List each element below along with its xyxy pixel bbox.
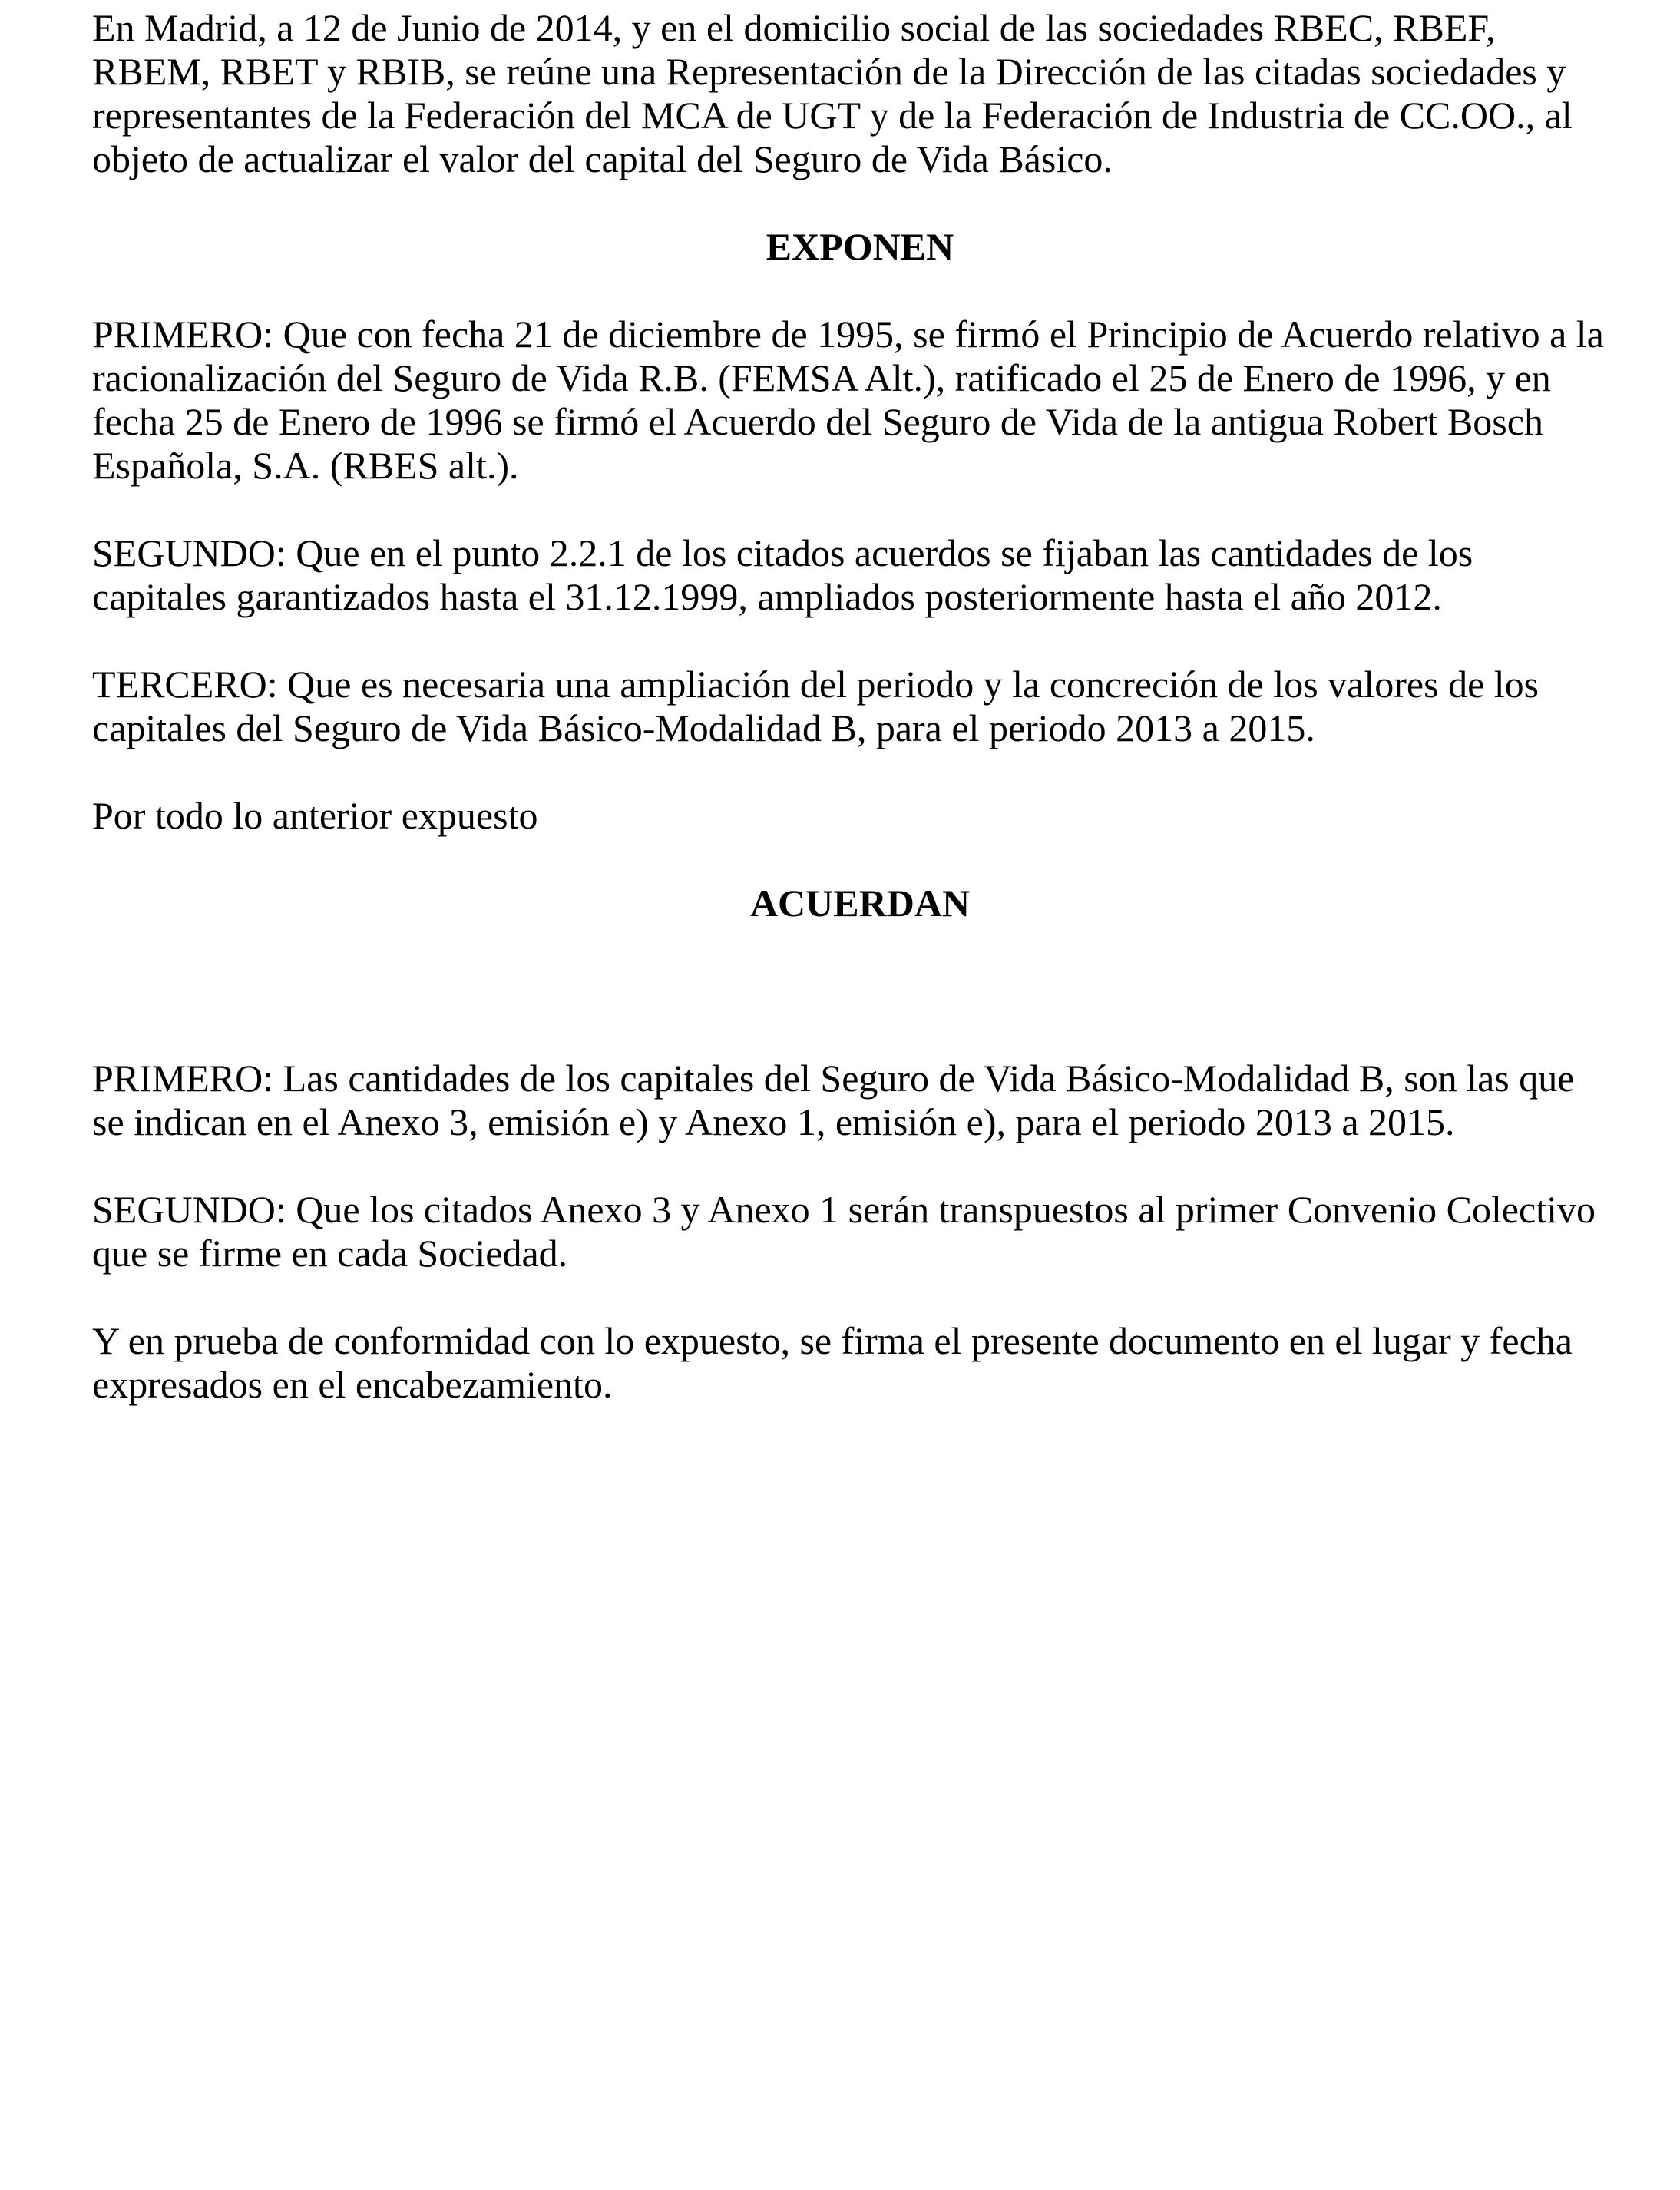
paragraph-gap	[92, 488, 1628, 531]
paragraph-gap	[92, 1144, 1628, 1188]
final-paragraph	[92, 1319, 1628, 1407]
paragraph-gap	[92, 619, 1628, 663]
exponen-segundo-paragraph	[92, 531, 1628, 619]
exponen-primero-paragraph	[92, 313, 1628, 488]
paragraph-gap	[92, 269, 1628, 313]
paragraph-gap	[92, 1275, 1628, 1319]
intro-paragraph	[92, 6, 1628, 181]
text-line: PRIMERO: Las cantidades de los capitales del Seguro de Vida Básico-Modalidad B, son las que	[92, 1057, 1575, 1100]
text-line: SEGUNDO: Que los citados Anexo 3 y Anexo 1 serán transpuestos al primer Convenio Colectivo	[92, 1188, 1596, 1231]
text-line: racionalización del Seguro de Vida R.B. (FEMSA Alt.), ratificado el 25 de Enero de 1996, y en	[92, 356, 1551, 399]
text-line: que se firme en cada Sociedad.	[92, 1232, 568, 1275]
text-line: TERCERO: Que es necesaria una ampliación del periodo y la concreción de los valores de los	[92, 663, 1539, 706]
text-line: objeto de actualizar el valor del capital del Seguro de Vida Básico.	[92, 137, 1113, 180]
text-line: capitales garantizados hasta el 31.12.1999, ampliados posteriormente hasta el año 2012.	[92, 575, 1442, 618]
text-line: Española, S.A. (RBES alt.).	[92, 444, 519, 487]
paragraph-gap	[92, 750, 1628, 794]
acuerdan-primero-paragraph	[92, 1057, 1628, 1144]
text-line: PRIMERO: Que con fecha 21 de diciembre de 1995, se firmó el Principio de Acuerdo relativo a la	[92, 313, 1604, 356]
exponen-closing-line: Por todo lo anterior expuesto	[92, 794, 538, 837]
text-line: RBEM, RBET y RBIB, se reúne una Representación de la Dirección de las citadas sociedades y	[92, 50, 1566, 93]
text-line: fecha 25 de Enero de 1996 se firmó el Acuerdo del Seguro de Vida de la antigua Robert Bosch	[92, 400, 1543, 443]
paragraph-gap	[92, 838, 1628, 882]
text-line: capitales del Seguro de Vida Básico-Modalidad B, para el periodo 2013 a 2015.	[92, 706, 1315, 749]
text-line: expresados en el encabezamiento.	[92, 1363, 613, 1406]
section-gap	[92, 925, 1628, 1057]
acuerdan-segundo-paragraph	[92, 1188, 1628, 1275]
paragraph-gap	[92, 181, 1628, 225]
acuerdan-heading: ACUERDAN	[749, 882, 971, 925]
document-body	[92, 6, 1628, 1407]
text-line: representantes de la Federación del MCA de UGT y de la Federación de Industria de CC.OO., al	[92, 94, 1573, 137]
exponen-tercero-paragraph	[92, 663, 1628, 750]
exponen-heading: EXPONEN	[766, 225, 954, 268]
text-line: se indican en el Anexo 3, emisión e) y Anexo 1, emisión e), para el periodo 2013 a 2015.	[92, 1100, 1455, 1143]
text-line: SEGUNDO: Que en el punto 2.2.1 de los citados acuerdos se fijaban las cantidades de los	[92, 531, 1473, 574]
text-line: En Madrid, a 12 de Junio de 2014, y en el domicilio social de las sociedades RBEC, RBEF,	[92, 6, 1496, 49]
text-line: Y en prueba de conformidad con lo expuesto, se firma el presente documento en el lugar y fecha	[92, 1319, 1573, 1362]
